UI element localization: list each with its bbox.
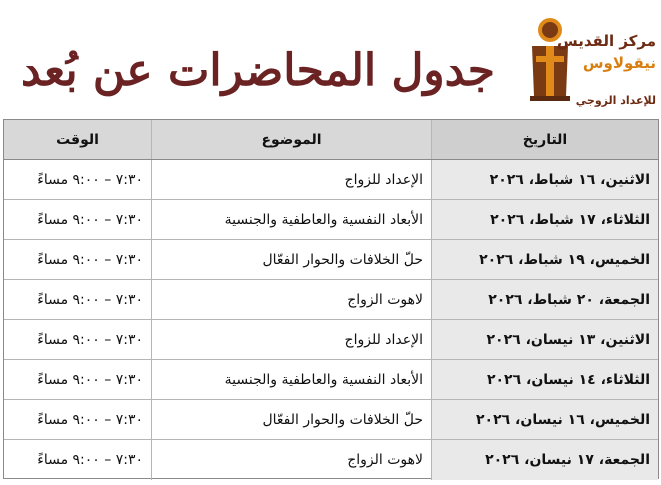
topic-cell: الإعداد للزواج (151, 320, 431, 359)
table-header-row (4, 120, 658, 160)
time-cell: ٧:٣٠ – ٩:٠٠ مساءً (37, 211, 143, 228)
table-row (4, 400, 658, 440)
time-cell: ٧:٣٠ – ٩:٠٠ مساءً (37, 371, 143, 388)
time-cell: ٧:٣٠ – ٩:٠٠ مساءً (37, 251, 143, 268)
topic-cell: حلّ الخلافات والحوار الفعّال (151, 400, 431, 439)
table-row (4, 440, 658, 480)
date-cell: الخميس، ١٩ شباط، ٢٠٢٦ (431, 240, 658, 279)
date-cell: الثلاثاء، ١٧ شباط، ٢٠٢٦ (431, 200, 658, 239)
center-logo (512, 10, 660, 118)
topic-cell: لاهوت الزواج (151, 440, 431, 480)
table-row (4, 240, 658, 280)
column-header-topic: الموضوع (151, 120, 431, 159)
logo-line-1: مركز القديس (557, 32, 656, 50)
time-cell: ٧:٣٠ – ٩:٠٠ مساءً (37, 171, 143, 188)
table-row (4, 200, 658, 240)
page-title: جدول المحاضرات عن بُعد (21, 45, 495, 96)
date-cell: الاثنين، ١٦ شباط، ٢٠٢٦ (431, 160, 658, 199)
topic-cell: حلّ الخلافات والحوار الفعّال (151, 240, 431, 279)
topic-cell: الأبعاد النفسية والعاطفية والجنسية (151, 200, 431, 239)
time-cell: ٧:٣٠ – ٩:٠٠ مساءً (37, 411, 143, 428)
table-row (4, 280, 658, 320)
column-header-time: الوقت (4, 120, 151, 159)
topic-cell: الإعداد للزواج (151, 160, 431, 199)
logo-line-3: للإعداد الزوجي (575, 94, 656, 107)
time-cell: ٧:٣٠ – ٩:٠٠ مساءً (37, 331, 143, 348)
schedule-table (3, 119, 659, 479)
time-cell: ٧:٣٠ – ٩:٠٠ مساءً (37, 452, 143, 468)
date-cell: الاثنين، ١٣ نيسان، ٢٠٢٦ (431, 320, 658, 359)
time-cell: ٧:٣٠ – ٩:٠٠ مساءً (37, 291, 143, 308)
logo-line-2: نيقولاوس (582, 54, 656, 72)
date-cell: الثلاثاء، ١٤ نيسان، ٢٠٢٦ (431, 360, 658, 399)
date-cell: الجمعة، ١٧ نيسان، ٢٠٢٦ (431, 440, 658, 480)
date-cell: الجمعة، ٢٠ شباط، ٢٠٢٦ (431, 280, 658, 319)
table-row (4, 360, 658, 400)
topic-cell: لاهوت الزواج (151, 280, 431, 319)
date-cell: الخميس، ١٦ نيسان، ٢٠٢٦ (431, 400, 658, 439)
topic-cell: الأبعاد النفسية والعاطفية والجنسية (151, 360, 431, 399)
table-row (4, 160, 658, 200)
column-header-date: التاريخ (431, 120, 658, 159)
table-row (4, 320, 658, 360)
saint-emblem-icon (522, 16, 578, 104)
